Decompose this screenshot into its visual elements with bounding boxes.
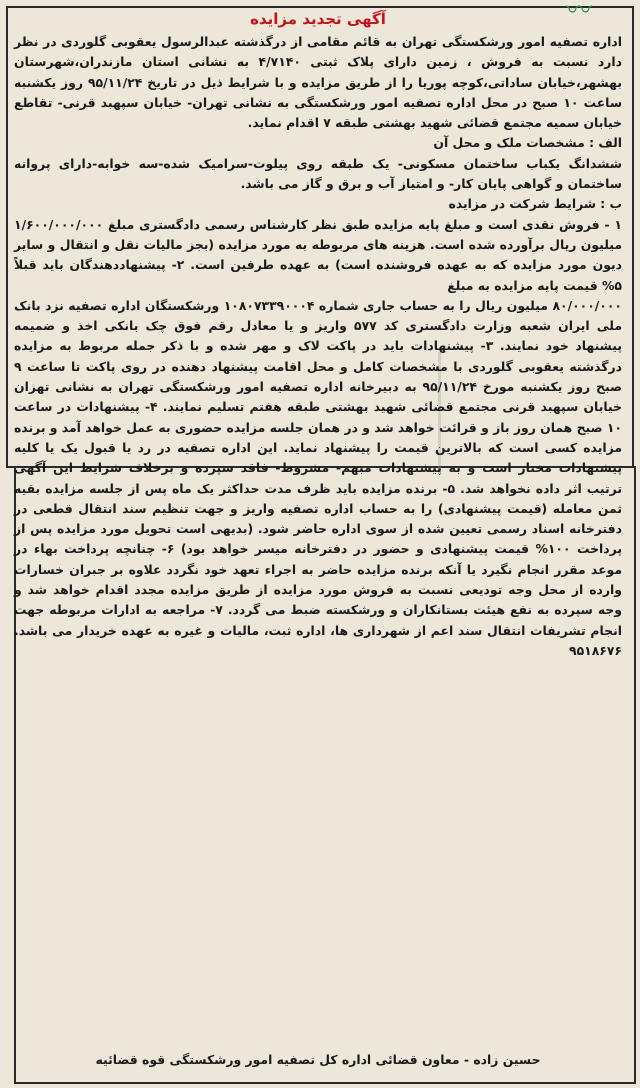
handwritten-mark: 〰 [565,0,592,26]
section-a-paragraph: ششدانگ یکباب ساختمان مسکونی- یک طبقه روی پیلوت-سرامیک شده-سه خوابه-دارای پروانه ساختمان و گواهی پایان کار- و امتیاز آب و برق و گاز می باشد. [14,155,622,192]
section-b-paragraph-2: ۸۰/۰۰۰/۰۰۰ میلیون ریال را به حساب جاری شماره ۱۰۸۰۷۳۳۹۰۰۰۴ ورشکستگان اداره تصفیه نزد بانک ملی ایران شعبه وزارت دادگستری کد ۵۷۷ واریز و یا معادل رقم فوق چک بانکی اخذ و ضمیمه پیشنهاد خود نمایند. ۳- پیشنهادات باید در پاکت لاک و مهر شده و با ذکر جمله مربوط به مزایده درگذشته یعقوبی گلوردی با مشخصات کامل و محل اقامت پیشنهاد دهنده در روی پاکت تا ساعت ۹ صبح روز یکشنبه مورخ ۹۵/۱۱/۲۴ به دبیرخانه اداره تصفیه امور ورشکستگی تهران به نشانی تهران خیابان سپهبد قرنی مجتمع قضائی شهید بهشتی طبقه هفتم تسلیم نمایند. ۴- پیشنهادات در ساعت ۱۰ صبح همان روز باز و قرائت خواهد شد و در همان جلسه مزایده حضوری به عمل خواهد آمد و برنده مزایده کسی است که بالاترین قیمت را پیشنهاد نماید. این اداره تصفیه در رد یا قبول یک یا کلیه پیشنهادات مختار است و به پیشنهادات مبهم- مشروط- فاقد سپرده و برخلاف شرایط این آگهی ترتیب اثر داده نخواهد شد. ۵- برنده مزایده باید ظرف مدت حداکثر یک ماه پس از جلسه مزایده بقیه ثمن معامله (قیمت پیشنهادی) را به حساب اداره تصفیه واریز و جهت تنظیم سند انتقال قطعی در دفترخانه اسناد رسمی تعیین شده از سوی اداره حاضر شود. (بدیهی است تحویل مورد مزایده پس از پرداخت ۱۰۰% قیمت پیشنهادی و حضور در دفترخانه میسر خواهد بود) ۶- چنانچه پرداخت بهاء در موعد مقرر انجام نگیرد یا آنکه برنده مزایده حاضر به اجراء تعهد خود نگردد علاوه بر جبران خسارات وارده از محل وجه تودیعی نسبت به فروش مورد مزایده از طریق مزایده مجدد اقدام خواهد شد و وجه سپرده به نفع هیئت بستانکاران و ورشکسته ضبط می گردد. ۷- مراجعه به ادارات مربوطه جهت انجام تشریفات انتقال سند اعم از شهرداری ها، اداره ثبت، مالیات و غیره به عهده خریدار می باشد. ۹۵۱۸۶۷۶ [13,297,622,658]
announcement-title: آگهی تجدید مزایده [250,10,386,28]
section-b-heading: ب : شرایط شرکت در مزایده [448,196,622,212]
signature-line: حسین زاده - معاون قضائی اداره کل تصفیه امور ورشکستگی قوه قضائیه [95,1052,541,1067]
section-b-paragraph-1: ۱ - فروش نقدی است و مبلغ پایه مزایده طبق نظر کارشناس رسمی دادگستری مبلغ ۱/۶۰۰/۰۰۰/۰۰۰ میلیون ریال برآورده شده است. هزینه های مربوطه به مورد مزایده (بجز مالیات نقل و انتقال و سایر دیون مورد مزایده که به عهده فروشنده است) به عهده طرفین است. ۲- پیشنهاددهندگان باید قبلاً ۵% قیمت پایه مزایده به مبلغ [14,216,622,293]
intro-paragraph: اداره تصفیه امور ورشکستگی تهران به قائم مقامی از درگذشته عبدالرسول یعقوبی گلوردی در نظر دارد نسبت به فروش ، زمین دارای پلاک ثبتی ۴/۷۱۴۰ به نشانی استان مازندران،شهرستان بهشهر،خیابان ساداتی،کوچه پوریا را از طریق مزایده و با شرایط ذیل در تاریخ ۹۵/۱۱/۲۴ روز یکشنبه ساعت ۱۰ صبح در محل اداره تصفیه امور ورشکستگی به نشانی تهران- خیابان سپهبد قرنی- تقاطع خیابان سمیه مجتمع قضائی شهید بهشتی طبقه ۷ اقدام نماید. [14,34,623,131]
section-a-heading: الف : مشخصات ملک و محل آن [433,135,622,151]
announcement-body [14,8,622,661]
